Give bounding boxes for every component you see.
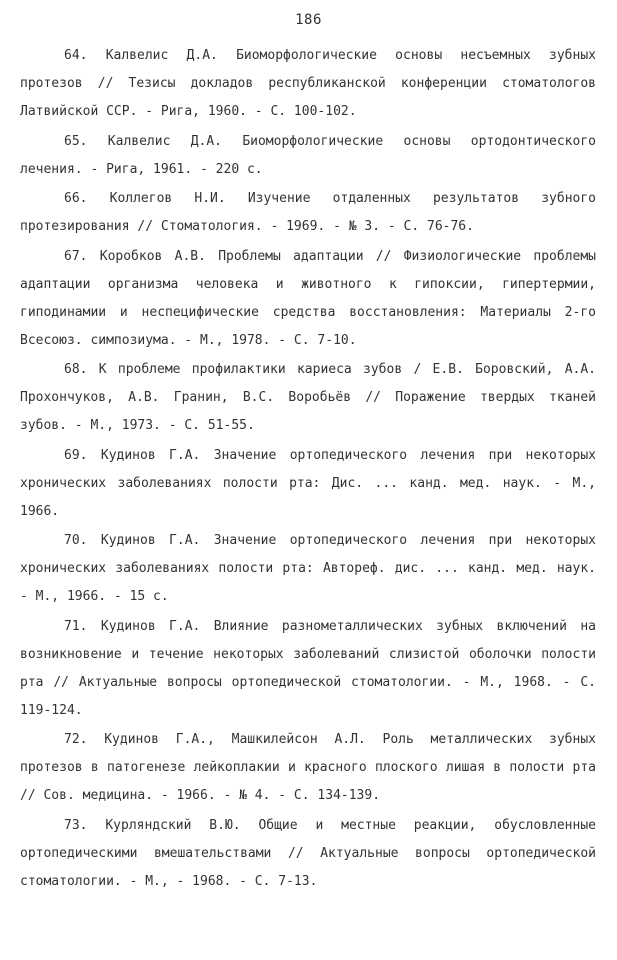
reference-item: 64. Калвелис Д.А. Биоморфологические основы несъемных зубных протезов // Тезисы докладов республиканской конференции стоматологов Латвийской ССР. - Рига, 1960. - С. 100-102. [20,48,596,119]
reference-list [20,42,596,897]
reference-item: 72. Кудинов Г.А., Машкилейсон А.Л. Роль металлических зубных протезов в патогенезе лейкоплакии и красного плоского лишая в полости рта // Сов. медицина. - 1966. - № 4. - С. 134-139. [20,732,596,803]
page-number: 186 [295,12,322,28]
reference-item: 68. К проблеме профилактики кариеса зубов / Е.В. Боровский, А.А. Прохончуков, А.В. Гранин, В.С. Воробьёв // Поражение твердых тканей зубов. - М., 1973. - С. 51-55. [20,362,596,433]
reference-item: 66. Коллегов Н.И. Изучение отдаленных результатов зубного протезирования // Стоматология. - 1969. - № 3. - С. 76-76. [20,191,596,234]
reference-item: 65. Калвелис Д.А. Биоморфологические основы ортодонтического лечения. - Рига, 1961. - 220 с. [20,133,596,177]
reference-item: 71. Кудинов Г.А. Влияние разнометаллических зубных включений на возникновение и течение некоторых заболеваний слизистой оболочки полости рта // Актуальные вопросы ортопедической стоматологии. - М., 1968. - С. 119-124. [20,618,596,718]
reference-item: 67. Коробков А.В. Проблемы адаптации // Физиологические проблемы адаптации организма человека и животного к гипоксии, гипертермии, гиподинамии и неспецифические средства восстановления: Материалы 2-го Всесоюз. симпозиума. - М., 1978. - С. 7-10. [20,248,596,348]
reference-item: 70. Кудинов Г.А. Значение ортопедического лечения при некоторых хронических заболеваниях полости рта: Автореф. дис. ... канд. мед. наук. - М., 1966. - 15 с. [20,533,596,604]
reference-item: 69. Кудинов Г.А. Значение ортопедического лечения при некоторых хронических заболеваниях полости рта: Дис. ... канд. мед. наук. - М., 1966. [20,447,596,519]
reference-item: 73. Курляндский В.Ю. Общие и местные реакции, обусловленные ортопедическими вмешательствами // Актуальные вопросы ортопедической стоматологии. - М., - 1968. - С. 7-13. [20,817,596,889]
